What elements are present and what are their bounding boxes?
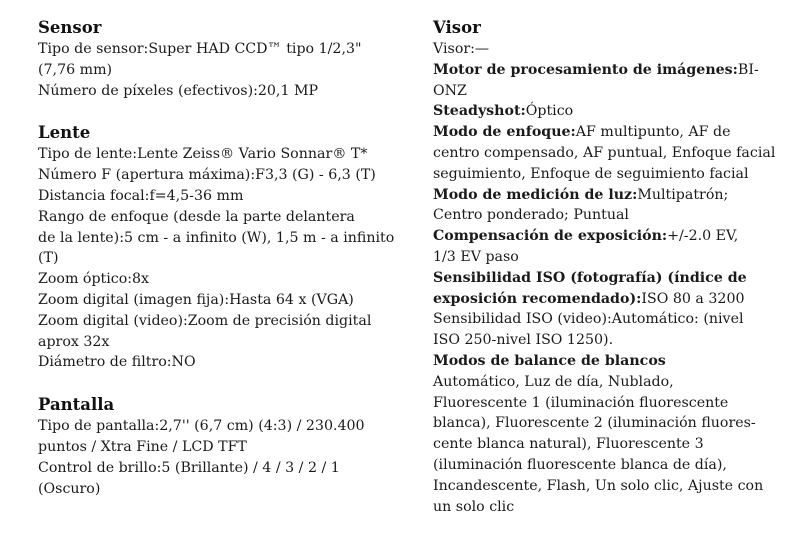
left-column [38, 17, 398, 520]
spec-line [433, 143, 776, 164]
spec-line [433, 185, 773, 206]
spec-label: Steadyshot: [433, 103, 526, 120]
spec-value: 1/3 EV paso [433, 248, 519, 265]
spec-value: Centro ponderado; Puntual [433, 207, 629, 224]
spec-value: Automático, Luz de día, Nublado, [433, 373, 674, 390]
spec-lines [38, 416, 398, 499]
spec-line: Número F (apertura máxima):F3,3 (G) - 6,3 (T) [38, 167, 376, 184]
spec-line: aprox 32x [38, 333, 110, 350]
spec-label: Compensación de exposición: [433, 228, 668, 245]
spec-line [433, 39, 773, 60]
spec-line [433, 60, 773, 81]
section-heading: Sensor [38, 18, 102, 37]
spec-value: BI- [737, 61, 759, 78]
spec-value: Incandescente, Flash, Un solo clic, Ajuste con [433, 477, 764, 494]
spec-lines [38, 39, 398, 101]
spec-label: Modos de balance de blancos [433, 352, 666, 369]
spec-value: centro compensado, AF puntual, Enfoque facial [433, 144, 776, 161]
spec-line [433, 393, 773, 414]
section-visor [433, 17, 776, 517]
spec-line [433, 164, 773, 185]
spec-value: seguimiento, Enfoque de seguimiento facial [433, 165, 749, 182]
section-heading: Lente [38, 123, 91, 143]
spec-line [433, 205, 773, 226]
spec-label: exposición recomendado): [433, 290, 642, 307]
spec-line: Zoom digital (imagen fija):Hasta 64 x (VGA) [38, 291, 354, 308]
spec-line [433, 247, 773, 268]
spec-label: Modo de enfoque: [433, 124, 576, 141]
spec-line: (7,76 mm) [38, 61, 113, 78]
spec-line [433, 268, 773, 289]
section-heading: Visor [433, 18, 481, 37]
spec-value: AF multipunto, AF de [575, 124, 731, 141]
spec-line: (T) [38, 250, 59, 267]
section-lente [38, 122, 398, 373]
spec-value: Multipatrón; [637, 186, 729, 203]
spec-line: Rango de enfoque (desde la parte delantera [38, 208, 355, 225]
spec-line: (Oscuro) [38, 480, 101, 497]
spec-lines [433, 39, 776, 517]
spec-line: de la lente):5 cm - a infinito (W), 1,5 m - a infinito [38, 229, 395, 246]
spec-value: un solo clic [433, 498, 515, 515]
spec-line [433, 455, 773, 476]
spec-value: Fluorescente 1 (iluminación fluorescente [433, 394, 729, 411]
spec-value: Óptico [525, 103, 574, 120]
spec-line [433, 434, 773, 455]
section-heading: Pantalla [38, 395, 115, 415]
spec-label: Modo de medición de luz: [433, 186, 638, 203]
spec-line: Distancia focal:f=4,5-36 mm [38, 187, 244, 204]
spec-label: Motor de procesamiento de imágenes: [433, 61, 738, 78]
spec-value: ISO 80 a 3200 [641, 290, 745, 307]
spec-line [433, 413, 773, 434]
spec-line [433, 226, 773, 247]
right-column [433, 17, 776, 538]
spec-line: Número de píxeles (efectivos):20,1 MP [38, 82, 319, 99]
spec-line: Tipo de sensor:Super HAD CCD™ tipo 1/2,3" [38, 41, 362, 57]
spec-value: ISO 250-nivel ISO 1250). [433, 332, 614, 349]
spec-value: (iluminación fluorescente blanca de día), [433, 456, 727, 473]
spec-line: Zoom óptico:8x [38, 271, 150, 288]
section-sensor [38, 17, 398, 101]
spec-label: Sensibilidad ISO (fotografía) (índice de [433, 269, 747, 286]
spec-line [433, 122, 773, 143]
spec-line: Tipo de pantalla:2,7'' (6,7 cm) (4:3) / 230.400 [38, 418, 365, 435]
spec-line: Zoom digital (video):Zoom de precisión digital [38, 312, 372, 329]
spec-line [433, 101, 773, 122]
spec-value: Sensibilidad ISO (video):Automático: (nivel [433, 311, 744, 328]
spec-line [433, 351, 773, 372]
spec-value: ONZ [433, 82, 467, 99]
spec-line [433, 289, 773, 310]
spec-value: Visor:— [433, 41, 490, 57]
spec-lines [38, 144, 398, 373]
section-pantalla [38, 394, 398, 499]
spec-line [433, 372, 773, 393]
spec-line: Control de brillo:5 (Brillante) / 4 / 3 / 2 / 1 [38, 459, 340, 476]
spec-value: cente blanca natural), Fluorescente 3 [433, 436, 704, 453]
spec-line [433, 81, 773, 102]
spec-value: blanca), Fluorescente 2 (iluminación fluores- [433, 415, 756, 432]
spec-line: Diámetro de filtro:NO [38, 354, 196, 371]
spec-line [433, 476, 773, 497]
spec-value: +/-2.0 EV, [667, 228, 739, 245]
spec-line [433, 309, 773, 330]
spec-line: Tipo de lente:Lente Zeiss® Vario Sonnar® T* [38, 146, 368, 163]
spec-line: puntos / Xtra Fine / LCD TFT [38, 438, 247, 455]
spec-line [433, 330, 773, 351]
spec-line [433, 497, 773, 518]
